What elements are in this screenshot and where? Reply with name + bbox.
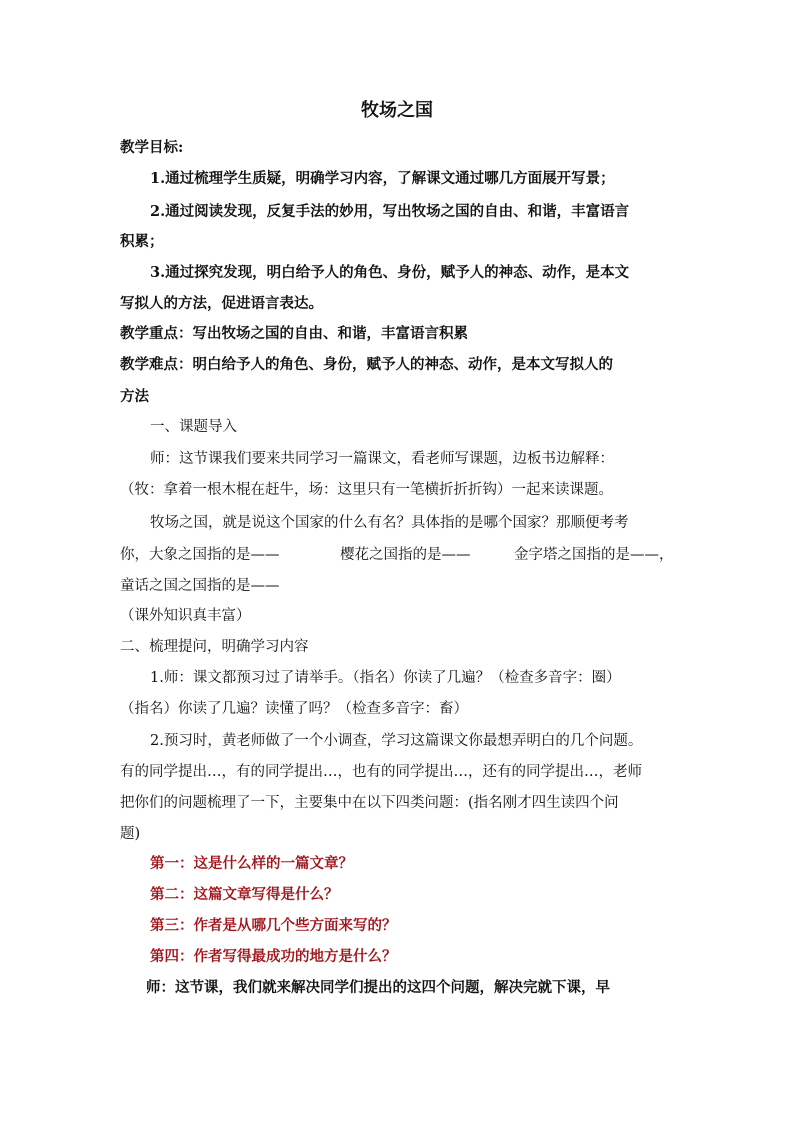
- section-1-heading: 一、课题导入: [150, 419, 237, 435]
- intro-para-line-1: 师：这节课我们要来共同学习一篇课文，看老师写课题，边板书边解释：: [150, 451, 614, 467]
- intro-para-line-2: （牧：拿着一根木棍在赶牛，场：这里只有一笔横折折折钩）一起来读课题。: [120, 482, 613, 498]
- closing-para-line-1: 师：这节课，我们就来解决同学们提出的这四个问题，解决完就下课，早: [146, 979, 610, 996]
- page-title: 牧场之国: [361, 100, 433, 121]
- step-2-line-3: 把你们的问题梳理了一下，主要集中在以下四类问题：(指名刚才四生读四个问: [120, 795, 619, 811]
- section-2-heading: 二、梳理提问，明确学习内容: [120, 639, 309, 655]
- intro-para-2-line-1: 牧场之国，就是说这个国家的什么有名？具体指的是哪个国家？那顺便考考: [150, 515, 629, 531]
- goal-3-line-2: 写拟人的方法，促进语言表达。: [120, 295, 323, 312]
- quiz-fairytale: 童话之国之国指的是——: [120, 578, 280, 594]
- teaching-focus: 教学重点：写出牧场之国的自由、和谐，丰富语言积累: [120, 325, 468, 342]
- step-1-line-1: 1.师：课文都预习过了请举手。（指名）你读了几遍？（检查多音字：圈）: [150, 670, 621, 686]
- goal-2-line-2: 积累；: [120, 233, 164, 250]
- step-2-line-2: 有的同学提出…，有的同学提出…，也有的同学提出…，还有的同学提出…，老师: [120, 764, 642, 780]
- quiz-pyramid: 金字塔之国指的是——，: [514, 547, 674, 563]
- question-1: 第一：这是什么样的一篇文章？: [150, 855, 353, 872]
- goal-1: 1.通过梳理学生质疑，明确学习内容，了解课文通过哪几方面展开写景；: [150, 170, 615, 187]
- extra-knowledge-note: （课外知识真丰富）: [120, 608, 251, 624]
- step-2-line-4: 题): [120, 826, 141, 842]
- teaching-goals-heading: 教学目标:: [120, 139, 184, 156]
- quiz-sakura: 樱花之国指的是——: [340, 547, 471, 563]
- step-1-line-2: （指名）你读了几遍？读懂了吗？（检查多音字：畜）: [120, 701, 468, 717]
- goal-3-line-1: 3.通过探究发现，明白给予人的角色、身份，赋予人的神态、动作，是本文: [150, 264, 630, 281]
- question-3: 第三：作者是从哪几个些方面来写的？: [150, 917, 397, 934]
- question-4: 第四：作者写得最成功的地方是什么？: [150, 948, 397, 965]
- goal-2-line-1: 2.通过阅读发现，反复手法的妙用，写出牧场之国的自由、和谐，丰富语言: [150, 203, 630, 220]
- teaching-difficulty-line-2: 方法: [120, 388, 149, 405]
- question-2: 第二：这篇文章写得是什么？: [150, 886, 339, 903]
- step-2-line-1: 2.预习时，黄老师做了一个小调查，学习这篇课文你最想弄明白的几个问题。: [150, 733, 643, 749]
- quiz-elephant: 你，大象之国指的是——: [120, 547, 280, 563]
- teaching-difficulty-line-1: 教学难点：明白给予人的角色、身份，赋予人的神态、动作，是本文写拟人的: [120, 356, 613, 373]
